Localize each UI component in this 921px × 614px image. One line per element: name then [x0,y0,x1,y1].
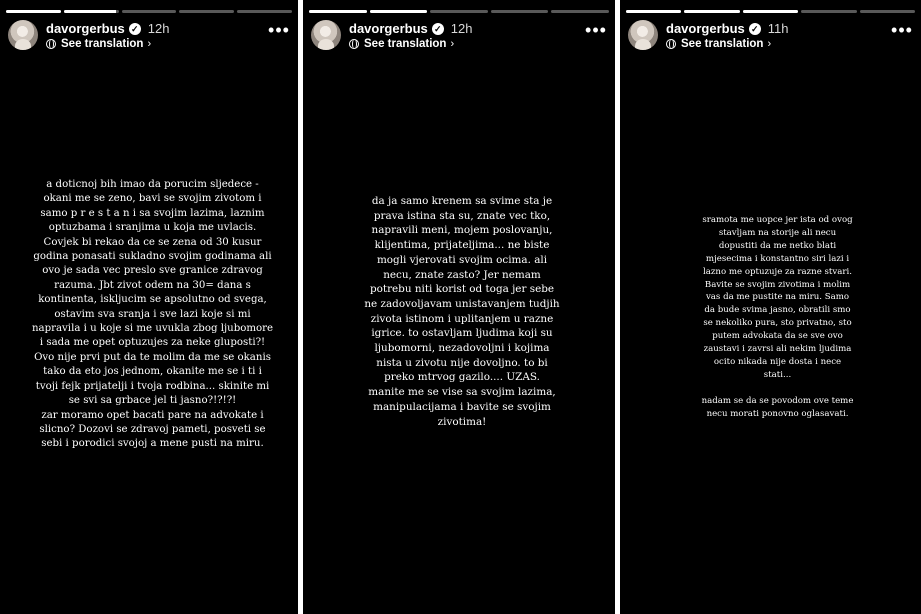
globe-icon [46,39,56,49]
see-translation-label: See translation [364,38,447,50]
chevron-right-icon: › [147,38,152,50]
story-meta [46,21,169,50]
progress-segment [801,10,856,13]
progress-segment [309,10,367,13]
more-options-icon[interactable]: ••• [891,20,913,40]
story-meta [349,21,472,50]
see-translation-button[interactable] [46,38,169,50]
progress-segment [743,10,798,13]
story-progress-bar [309,10,609,13]
chevron-right-icon: › [450,38,455,50]
progress-segment [370,10,428,13]
progress-segment [430,10,488,13]
story-text: sramota me uopce jer ista od ovog stavljam na storije ali necu dopustiti da me netko blati mjesecima i konstantno siri lazi i lazno me optuzuje za razne stvari. Bavite se svojim zivotima i molim vas da me pustite na miru. Samo da bude svima jasno, obratili smo se nekoliko pura, sto privatno, sto putem advokata da se sve ovo zaustavi i zavrsi ali nekim ljudima ocito nikada nije dosta i nece stati... nadam se da se povodom ove teme necu morati ponovno oglasavati. [701,215,854,419]
see-translation-button[interactable] [666,38,788,50]
progress-segment [122,10,177,13]
story-text: da ja samo krenem sa svime sta je prava istina sta su, znate vec tko, napravili meni, mojem poslovanju, klijentima, prijateljima... ne biste mogli vjerovati svojim ocima. ali necu, znate zasto? Jer nemam potrebu niti korist od toga jer sebe ne zadovoljavam unistavanjem tudjih zivota istinom i uplitanjem u razne igrice. to ostavljam ljudima koji su ljubomorni, nezadovoljni i kojima nista u zivotu nije dovoljno. to bi preko mtrvog gazilo.... UZAS. manite me se vise sa svojim lazima, manipulacijama i bavite se svojim zivotima! [364,195,560,428]
avatar[interactable] [311,20,341,50]
username[interactable]: davorgerbus [349,21,428,36]
verified-badge-icon: ✓ [129,23,141,35]
progress-segment [237,10,292,13]
progress-segment [626,10,681,13]
see-translation-button[interactable] [349,38,472,50]
verified-badge-icon: ✓ [432,23,444,35]
globe-icon [666,39,676,49]
verified-badge-icon: ✓ [749,23,761,35]
post-time: 11h [767,21,789,36]
progress-segment [491,10,549,13]
story-panel-2[interactable] [303,0,615,614]
story-progress-bar [626,10,915,13]
progress-segment [6,10,61,13]
story-text: a doticnoj bih imao da porucim sljedece - okani me se zeno, bavi se svojim zivotom i samo p r e s t a n i sa svojim lazima, laznim optuzbama i sranjima u koja me uvlacis. Covjek bi rekao da ce se zena od 30 kusur godina ponasati sukladno svojim godinama ali ovo je sada vec preslo sve granice zdravog razuma. Jbt zivot odem na 30= dana s kontinenta, iskljucim se apsolutno od svega, ostavim sva sranja i sve lazi koje si mi napravila i u koje si me uvukla zbog ljubomore i sada me opet optuzujes za neke gluposti?! Ovo nije prvi put da te molim da me se okanis tako da eto jos jednom, okanite me se i ti i tvoji fejk prijatelji i tvoja rodbina... skinite mi se svi sa grbace jel ti jasno?!?!?! zar moramo opet bacati pare na advokate i slicno? Dozovi se zdravoj pameti, posveti se sebi i porodici svojoj a mene pusti na miru. [31,179,274,450]
story-panel-1[interactable] [0,0,298,614]
more-options-icon[interactable]: ••• [585,20,607,40]
more-options-icon[interactable]: ••• [268,20,290,40]
story-meta [666,21,788,50]
avatar[interactable] [8,20,38,50]
post-time: 12h [450,21,473,36]
progress-segment [64,10,119,13]
see-translation-label: See translation [681,38,764,50]
globe-icon [349,39,359,49]
progress-segment [179,10,234,13]
username[interactable]: davorgerbus [666,21,745,36]
progress-segment [551,10,609,13]
story-progress-bar [6,10,292,13]
chevron-right-icon: › [767,38,772,50]
avatar[interactable] [628,20,658,50]
see-translation-label: See translation [61,38,144,50]
story-header [8,20,290,54]
story-header [311,20,607,54]
progress-segment [860,10,915,13]
username[interactable]: davorgerbus [46,21,125,36]
story-header [628,20,913,54]
story-panel-3[interactable] [620,0,921,614]
progress-segment [684,10,739,13]
post-time: 12h [147,21,170,36]
